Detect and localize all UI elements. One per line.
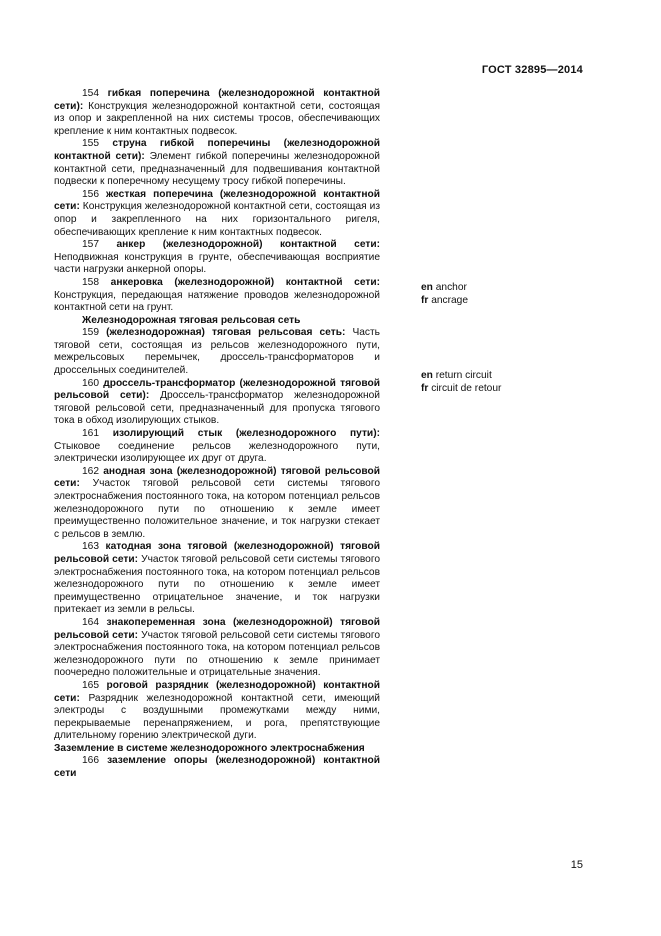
term-definition: Стыковое соединение рельсов железнодорожного пути, электрически изолирующее их друг от друга. [54,440,380,465]
term-definition: Неподвижная конструкция в грунте, обеспечивающая восприятие части нагрузки анкерной опоры. [54,251,380,276]
equivalents-159 [421,370,501,395]
term-entry-166 [54,755,380,780]
term-name: струна гибкой поперечины (железнодорожной контактной сети): [54,138,380,162]
term-entry-162 [54,466,380,542]
terms-column [54,88,380,781]
term-entry-157 [54,239,380,277]
term-name: анкеровка (железнодорожной) контактной сети: [110,276,380,288]
term-name: дроссель-трансформатор (железнодорожной тяговой рельсовой сети): [54,377,380,402]
term-name: изолирующий стык (железнодорожного пути): [112,428,380,440]
term-number: 160 [82,377,99,389]
term-entry-164 [54,617,380,680]
equivalents-157 [421,282,468,307]
term-entry-163 [54,541,380,617]
term-definition: Участок тяговой рельсовой сети системы тягового электроснабжения постоянного тока, на котором потенциал рельсов железнодорожного пути по отношению к земле имеет преимущественно положительное значение, и ток нагрузки стекает с рельсов в землю. [54,478,380,540]
term-definition: Участок тяговой рельсовой сети системы тягового электроснабжения постоянного тока, на котором потенциал рельсов железнодорожного пути по отношению к земле принимает поочередно положительные и отрицательные значения. [54,629,380,679]
term-number: 157 [82,239,99,251]
term-entry-155 [54,138,380,188]
standard-designation: ГОСТ 32895—2014 [481,64,583,76]
term-number: 155 [82,138,99,150]
equivalent-fr: fr circuit de retour [421,382,502,394]
term-name: жесткая поперечина (железнодорожной контактной сети: [54,188,380,213]
section-heading-rail-network: Железнодорожная тяговая рельсовая сеть [82,314,301,326]
term-definition: Конструкция железнодорожной контактной сети, состоящая из опор и закрепленной на них системы тросов, обеспечивающих крепление к ним контактных подвесок. [54,100,380,137]
term-number: 164 [82,616,99,628]
term-name: катодная зона тяговой (железнодорожной) тяговой рельсовой сети: [54,541,380,565]
term-entry-165 [54,680,380,743]
term-number: 163 [82,541,99,553]
term-name: (железнодорожная) тяговая рельсовая сеть: [106,327,346,339]
term-number: 159 [82,327,99,339]
term-number: 156 [82,188,99,200]
term-entry-161 [54,428,380,466]
term-name: анодная зона (железнодорожной) тяговой рельсовой сети: [54,465,380,490]
term-definition: Конструкция железнодорожной контактной сети, состоящая из опор и закрепленного на них горизонтального ригеля, обеспечивающих крепление к ним контактных подвесок. [54,201,380,238]
section-heading-grounding: Заземление в системе железнодорожного электроснабжения [54,742,365,754]
term-definition: Участок тяговой рельсовой сети системы тягового электроснабжения постоянного тока, на котором потенциал рельсов железнодорожного пути по отношению к земле имеет преимущественно отрицательное значение, и ток нагрузки притекает из земли в рельсы. [54,553,380,616]
equivalent-en: en anchor [421,282,467,293]
term-number: 162 [82,465,99,477]
term-entry-159 [54,327,380,377]
term-definition: Дроссель-трансформатор железнодорожной тяговой рельсовой сети, предназначенный для пропуска тягового тока в обход изолирующих стыков. [54,390,380,427]
term-number: 158 [82,276,99,288]
term-entry-158 [54,277,380,315]
term-number: 165 [82,679,99,691]
term-entry-160 [54,378,380,428]
term-number: 166 [82,755,99,767]
term-name: знакопеременная зона (железнодорожной) тяговой рельсовой сети: [54,616,380,641]
term-definition: Конструкция, передающая натяжение проводов железнодорожной контактной сети на грунт. [54,289,380,314]
term-name: роговой разрядник (железнодорожной) контактной сети: [54,679,380,704]
term-entry-154 [54,88,380,138]
equivalent-en: en return circuit [421,370,492,381]
term-name: гибкая поперечина (железнодорожной контактной сети): [54,88,380,112]
term-number: 161 [82,428,99,440]
term-definition: Элемент гибкой поперечины железнодорожной контактной сети, предназначенный для подвешивания контактной подвески к поперечному несущему тросу гибкой поперечины. [54,150,380,188]
term-name: заземление опоры (железнодорожной) контактной сети [54,755,380,780]
equivalent-fr: fr ancrage [421,294,469,306]
term-name: анкер (железнодорожной) контактной сети: [116,239,380,251]
term-definition: Разрядник железнодорожной контактной сети, имеющий электроды с воздушными промежутками между ними, перекрываемые перенапряжением, и рога, препятствующие длительному горению электрической дуги. [54,692,380,742]
term-entry-156 [54,189,380,239]
page-number: 15 [570,859,583,871]
term-definition: Часть тяговой сети, состоящая из рельсов железнодорожного пути, межрельсовых перемычек, дроссель-трансформаторов и дроссельных соединителей. [54,327,380,377]
term-number: 154 [82,88,99,99]
